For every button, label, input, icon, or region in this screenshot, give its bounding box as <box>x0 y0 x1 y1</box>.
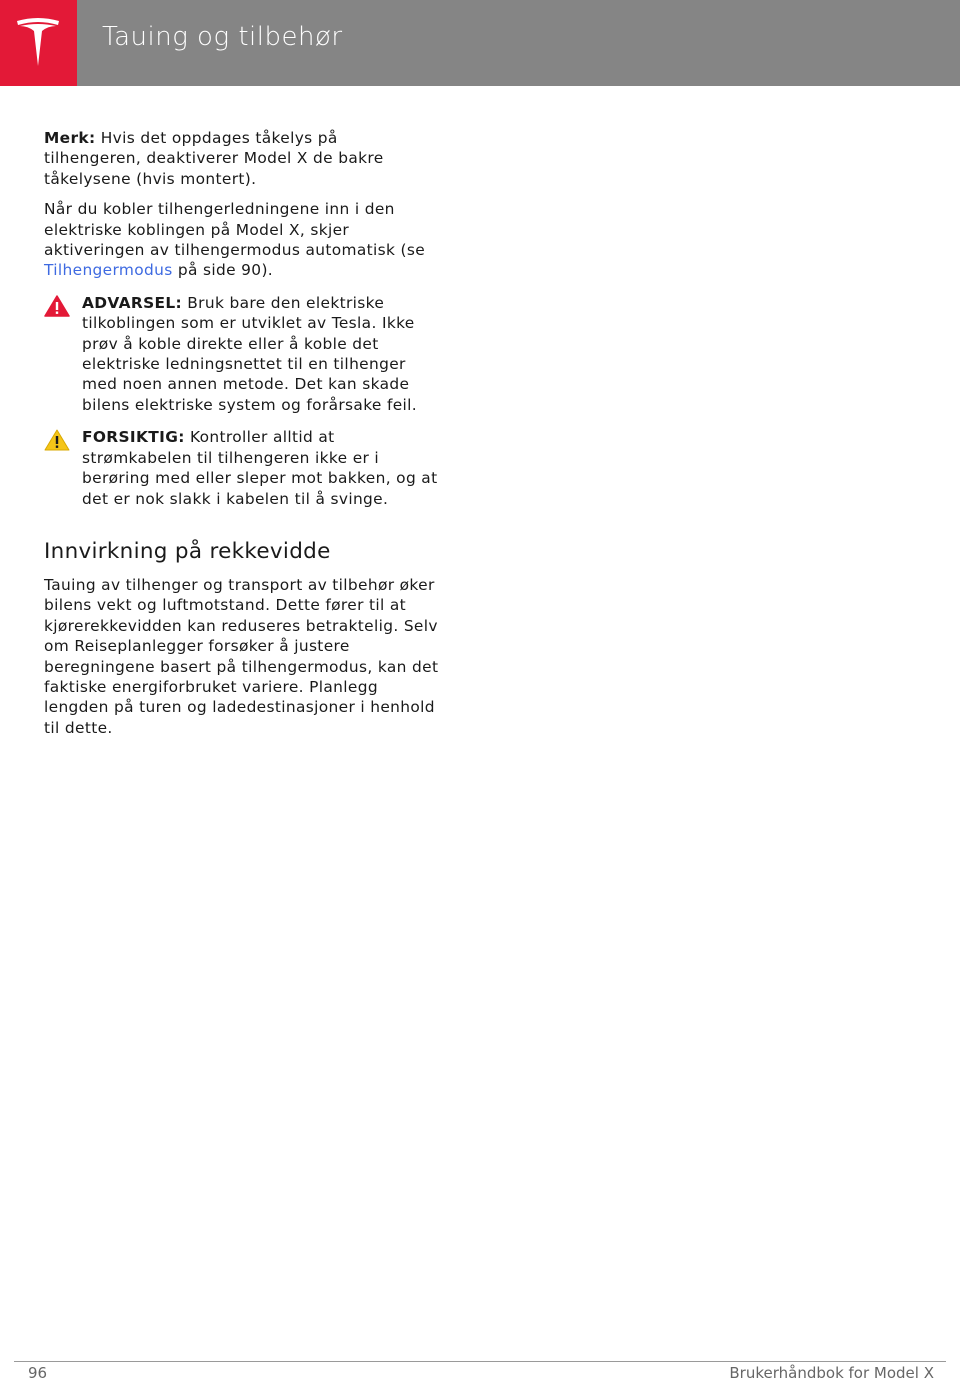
caution-icon <box>44 427 82 509</box>
main-content <box>44 128 439 748</box>
warning-text-block <box>82 293 439 415</box>
note-text: Hvis det oppdages tåkelys på tilhengeren, deaktiverer Model X de bakre tåkelysene (hvis montert). <box>44 129 384 188</box>
footer-divider <box>14 1361 946 1362</box>
warning-lead: ADVARSEL: <box>82 293 183 312</box>
caution-notice <box>44 427 439 509</box>
warning-notice <box>44 293 439 415</box>
caution-text: Kontroller alltid at strømkabelen til tilhengeren ikke er i berøring med eller sleper mot bakken, og at det er nok slakk i kabelen til å svinge. <box>82 428 438 508</box>
page-number: 96 <box>28 1364 48 1382</box>
note-paragraph <box>44 128 439 189</box>
caution-lead: FORSIKTIG: <box>82 428 185 447</box>
manual-name: Brukerhåndbok for Model X <box>729 1364 934 1382</box>
warning-text: Bruk bare den elektriske tilkoblingen som er utviklet av Tesla. Ikke prøv å koble direkte eller å koble det elektriske ledningsnettet til en tilhenger med noen annen metode. Det kan skade bilens elektriske system og forårsake feil. <box>82 293 418 414</box>
trailer-mode-paragraph <box>44 199 439 281</box>
tesla-logo <box>0 0 77 86</box>
para1-after: på side 90). <box>172 261 274 280</box>
tesla-logo-icon <box>15 18 61 68</box>
range-impact-paragraph: Tauing av tilhenger og transport av tilbehør øker bilens vekt og luftmotstand. Dette fører til at kjørerekkevidden kan reduseres betraktelig. Selv om Reiseplanlegger forsøker å justere beregningene basert på tilhengermodus, kan det faktiske energiforbruket variere. Planlegg lengden på turen og ladedestinasjoner i henhold til dette. <box>44 575 439 737</box>
trailer-mode-link[interactable]: Tilhengermodus <box>44 261 173 280</box>
para1-before: Når du kobler tilhengerledningene inn i den elektriske koblingen på Model X, skjer aktiveringen av tilhengermodus automatisk (se <box>44 200 426 260</box>
section-heading: Innvirkning på rekkevidde <box>44 538 331 564</box>
warning-icon <box>44 293 82 415</box>
page-header <box>0 0 960 86</box>
caution-text-block <box>82 427 439 509</box>
note-lead: Merk: <box>44 129 96 147</box>
page-title: Tauing og tilbehør <box>102 22 343 52</box>
